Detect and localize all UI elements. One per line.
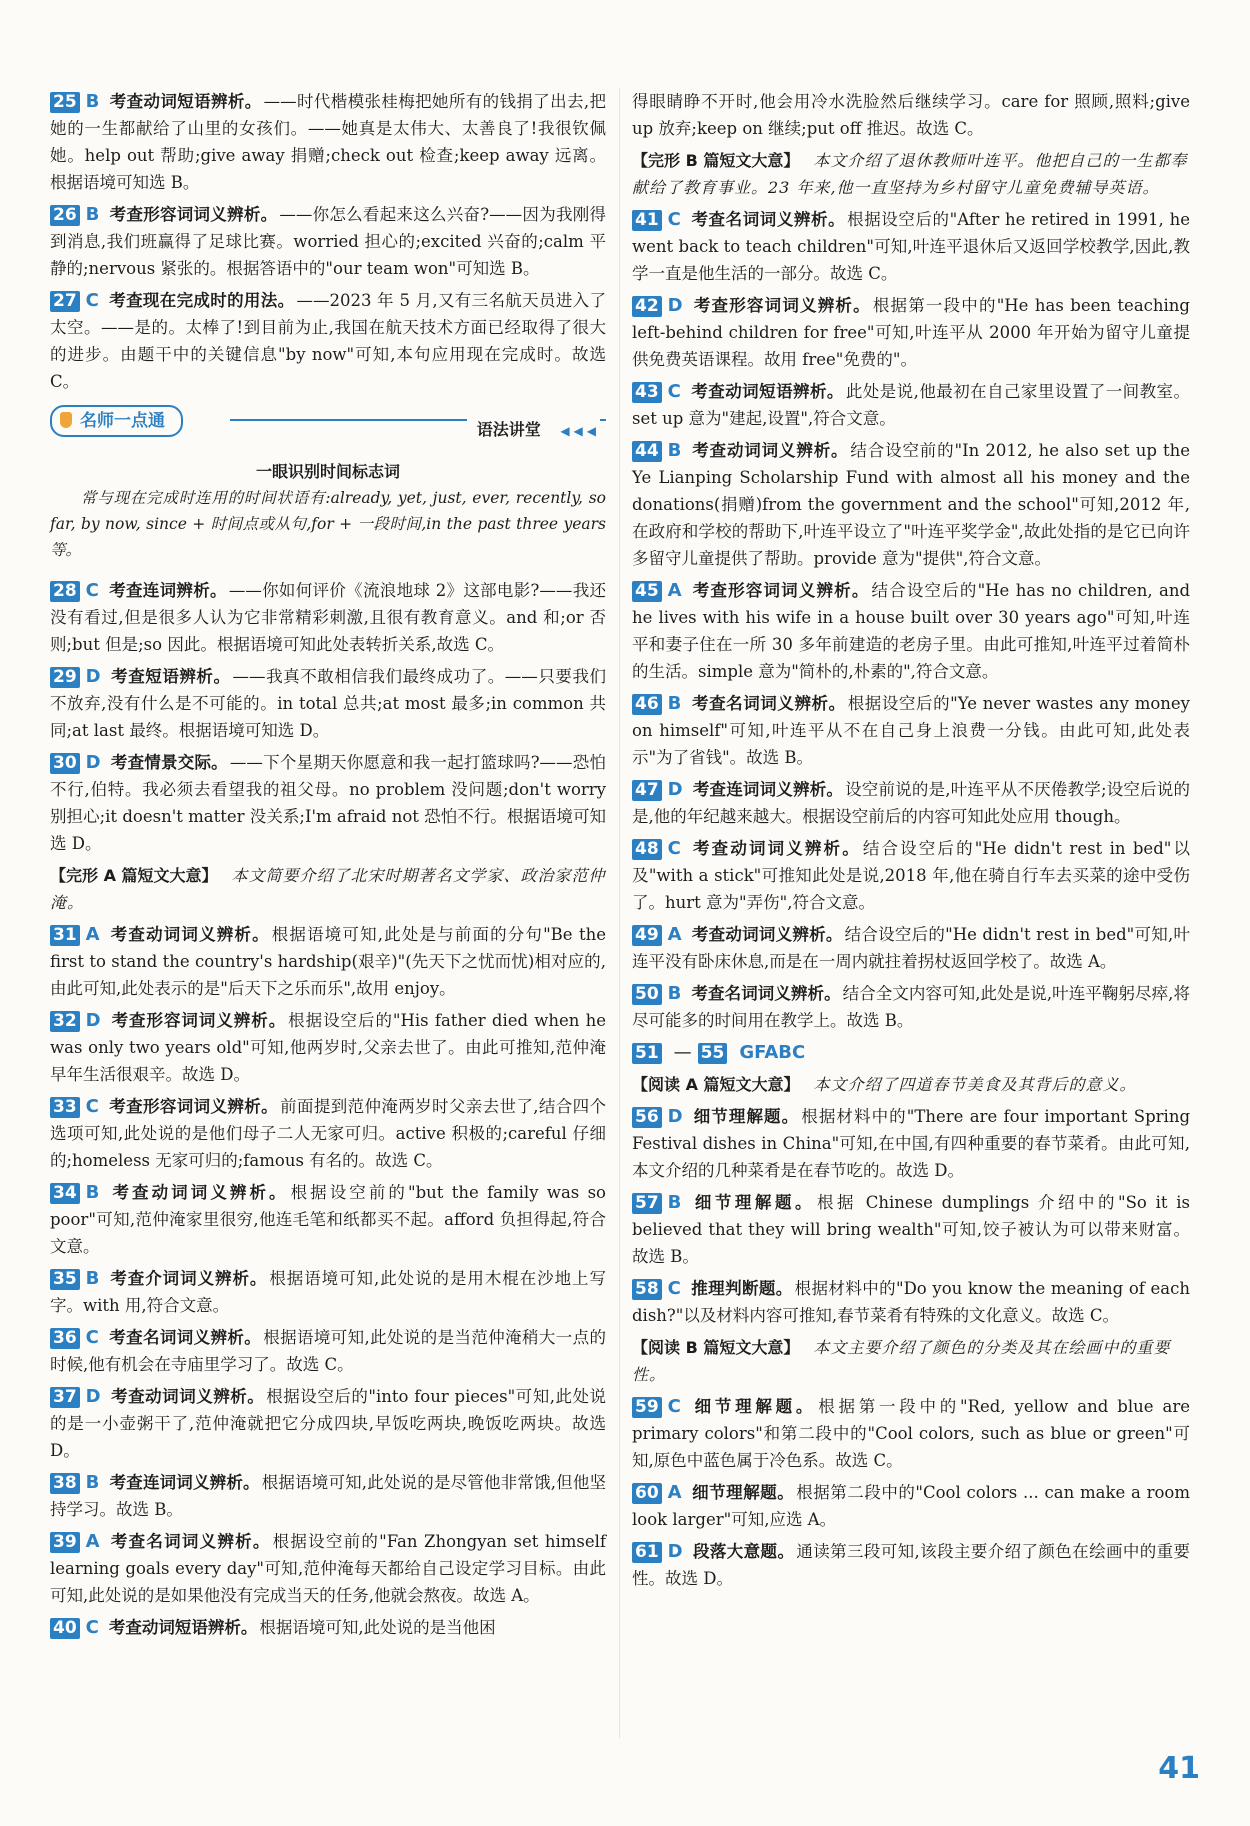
answer-letter: D bbox=[667, 779, 683, 800]
explanation-text: 此处是说,他最初在自己家里设置了一间教室。set up 意为"建起,设置",符合文意。 bbox=[632, 382, 1190, 428]
answer-item bbox=[50, 88, 606, 196]
answer-range-51-55 bbox=[632, 1039, 1190, 1066]
answer-item bbox=[632, 1538, 1190, 1592]
tip-badge bbox=[50, 405, 183, 437]
question-type: 段落大意题。 bbox=[692, 1542, 795, 1561]
arrow-left-icon: ◀◀◀ bbox=[560, 424, 600, 438]
question-number: 55 bbox=[698, 1043, 728, 1064]
question-number: 56 bbox=[632, 1107, 662, 1128]
question-number: 36 bbox=[50, 1328, 80, 1349]
question-type: 考查名词词义辨析。 bbox=[691, 694, 846, 713]
passage-summary bbox=[50, 862, 606, 916]
question-number: 46 bbox=[632, 694, 662, 715]
question-number: 58 bbox=[632, 1279, 662, 1300]
answer-letter: A bbox=[667, 924, 682, 945]
answer-item bbox=[632, 206, 1190, 287]
answer-letter: D bbox=[85, 1386, 101, 1407]
question-type: 细节理解题。 bbox=[691, 1193, 815, 1212]
answer-list bbox=[632, 1103, 1190, 1329]
question-type: 考查动词词义辨析。 bbox=[109, 1183, 289, 1202]
question-number: 59 bbox=[632, 1397, 662, 1418]
answer-item bbox=[632, 921, 1190, 975]
explanation-text: 根据材料中的"There are four important Spring Festival dishes in China"可知,在中国,有四种重要的春节菜肴。由此可知,本文介绍的几种菜肴是在春节吃的。故选 D。 bbox=[632, 1107, 1191, 1180]
question-type: 细节理解题。 bbox=[691, 1483, 795, 1502]
question-number: 37 bbox=[50, 1387, 80, 1408]
answer-item bbox=[50, 1093, 606, 1174]
answer-letter: D bbox=[85, 666, 101, 687]
explanation-text: ——下个星期天你愿意和我一起打篮球吗?——恐怕不行,伯特。我必须去看望我的祖父母。no problem 没问题;don't worry 别担心;it doesn't matter 没关系;I'm afraid not 恐怕不行。根据语境可知选 D。 bbox=[50, 753, 607, 853]
answer-list bbox=[632, 206, 1190, 1034]
passage-summary bbox=[632, 1334, 1190, 1388]
explanation-text: 根据设空后的"After he retired in 1991, he went back to teach children"可知,叶连平退休后又返回学校教学,因此,教学一直是他生活的一部分。故选 C。 bbox=[632, 210, 1191, 283]
answer-item bbox=[632, 1479, 1190, 1533]
tip-badge-label: 名师一点通 bbox=[80, 411, 165, 431]
explanation-text: 根据设空后的"into four pieces"可知,此处说的是一小壶粥干了,范仲淹就把它分成四块,早饭吃两块,晚饭吃两块。故选 D。 bbox=[50, 1387, 607, 1460]
continued-text: 得眼睛睁不开时,他会用冷水洗脸然后继续学习。care for 照顾,照料;give up 放弃;keep on 继续;put off 推迟。故选 C。 bbox=[632, 92, 1190, 138]
answer-item bbox=[50, 1007, 606, 1088]
summary-title: 【完形 A 篇短文大意】 bbox=[50, 866, 218, 885]
question-type: 考查动词词义辨析。 bbox=[691, 925, 843, 944]
answer-letter: B bbox=[667, 440, 682, 461]
answer-item bbox=[632, 1275, 1190, 1329]
question-number: 42 bbox=[632, 296, 662, 317]
question-number: 26 bbox=[50, 205, 80, 226]
answer-list bbox=[50, 921, 606, 1641]
answer-item bbox=[50, 1383, 606, 1464]
answer-letter: C bbox=[85, 1327, 99, 1348]
question-number: 29 bbox=[50, 667, 80, 688]
question-number: 28 bbox=[50, 581, 80, 602]
explanation-text: 设空前说的是,叶连平从不厌倦教学;设空后说的是,他的年纪越来越大。根据设空前后的内容可知此处应用 though。 bbox=[632, 780, 1191, 826]
answer-item bbox=[632, 776, 1190, 830]
answer-letter: D bbox=[667, 1541, 683, 1562]
question-type: 考查形容词词义辨析。 bbox=[692, 296, 871, 315]
question-number: 47 bbox=[632, 780, 662, 801]
summary-title: 【完形 B 篇短文大意】 bbox=[632, 151, 800, 170]
question-type: 考查形容词词义辨析。 bbox=[109, 205, 278, 224]
question-type: 考查动词词义辨析。 bbox=[690, 839, 861, 858]
answer-letter: A bbox=[85, 924, 100, 945]
answer-list bbox=[50, 88, 606, 395]
question-number: 34 bbox=[50, 1183, 80, 1204]
question-type: 细节理解题。 bbox=[690, 1397, 817, 1416]
answer-letter: C bbox=[85, 1617, 99, 1638]
question-type: 考查连词词义辨析。 bbox=[109, 1473, 260, 1492]
question-type: 考查名词词义辨析。 bbox=[108, 1328, 262, 1347]
question-number: 57 bbox=[632, 1193, 662, 1214]
question-type: 考查情景交际。 bbox=[110, 753, 228, 772]
explanation-text: 根据设空后的"Ye never wastes any money on himself"可知,叶连平从不在自己身上浪费一分钱。由此可知,此处表示"为了省钱"。故选 B。 bbox=[632, 694, 1190, 767]
explanation-text: 根据第一段中的"He has been teaching left-behind children for free"可知,叶连平从 2000 年开始为留守儿童提供免费英语课程。故用 free"免费的"。 bbox=[632, 296, 1190, 369]
answer-letter: B bbox=[85, 1472, 100, 1493]
answer-letter: B bbox=[85, 1268, 100, 1289]
explanation-text: 前面提到范仲淹两岁时父亲去世了,结合四个选项可知,此处说的是他们母子二人无家可归。active 积极的;careful 仔细的;homeless 无家可归的;famous 有名的。故选 C。 bbox=[50, 1097, 607, 1170]
explanation-text: 根据语境可知,此处说的是当范仲淹稍大一点的时候,他有机会在寺庙里学习了。故选 C。 bbox=[50, 1328, 607, 1374]
tip-body: 常与现在完成时连用的时间状语有:already, yet, just, ever, recently, so far, by now, since + 时间点或从句,for + 一段时间,in the past three years 等。 bbox=[50, 489, 606, 559]
question-number: 33 bbox=[50, 1097, 80, 1118]
summary-text: 本文介绍了四道春节美食及其背后的意义。 bbox=[813, 1075, 1137, 1094]
question-number: 27 bbox=[50, 291, 80, 312]
answer-letter: C bbox=[667, 838, 681, 859]
question-number: 38 bbox=[50, 1473, 80, 1494]
answer-letters: GFABC bbox=[739, 1042, 806, 1063]
answer-item bbox=[50, 1469, 606, 1523]
answer-item bbox=[50, 921, 606, 1002]
question-number: 35 bbox=[50, 1269, 80, 1290]
question-type: 考查形容词词义辨析。 bbox=[108, 1097, 279, 1116]
question-type: 考查名词词义辨析。 bbox=[690, 210, 846, 229]
summary-title: 【阅读 B 篇短文大意】 bbox=[632, 1338, 800, 1357]
answer-letter: D bbox=[667, 1106, 683, 1127]
answer-item bbox=[632, 690, 1190, 771]
question-number: 45 bbox=[632, 581, 662, 602]
answer-item bbox=[50, 287, 606, 395]
explanation-text: 根据材料中的"Do you know the meaning of each dish?"以及材料内容可推知,春节菜肴有特殊的文化意义。故选 C。 bbox=[632, 1279, 1190, 1325]
question-number: 40 bbox=[50, 1618, 80, 1639]
answer-letter: B bbox=[667, 983, 682, 1004]
explanation-text: 根据语境可知,此处说的是当他困 bbox=[259, 1618, 496, 1637]
answer-letter: C bbox=[85, 580, 99, 601]
answer-letter: D bbox=[85, 752, 101, 773]
question-type: 考查动词词义辨析。 bbox=[109, 925, 270, 944]
answer-item bbox=[50, 577, 606, 658]
answer-item bbox=[50, 1179, 606, 1260]
question-type: 考查形容词词义辨析。 bbox=[110, 1011, 287, 1030]
answer-letter: B bbox=[85, 1182, 100, 1203]
question-number: 51 bbox=[632, 1043, 662, 1064]
answer-item bbox=[632, 437, 1190, 572]
question-number: 43 bbox=[632, 382, 662, 403]
page-number: 41 bbox=[1158, 1751, 1200, 1786]
answer-item bbox=[50, 1528, 606, 1609]
question-type: 考查动词词义辨析。 bbox=[691, 441, 849, 460]
answer-item bbox=[50, 201, 606, 282]
column-divider bbox=[619, 88, 620, 1738]
answer-letter: D bbox=[85, 1010, 101, 1031]
answer-letter: C bbox=[667, 1278, 681, 1299]
question-number: 39 bbox=[50, 1532, 80, 1553]
explanation-text: ——你怎么看起来这么兴奋?——因为我刚得到消息,我们班赢得了足球比赛。worried 担心的;excited 兴奋的;calm 平静的;nervous 紧张的。根据答语中的"our team won"可知选 B。 bbox=[50, 205, 606, 278]
explanation-text: 结合设空后的"He didn't rest in bed"以及"with a stick"可推知此处是说,2018 年,他在骑自行车去买菜的途中受伤了。hurt 意为"弄伤",符合文意。 bbox=[632, 839, 1190, 912]
question-type: 考查介词词义辨析。 bbox=[109, 1269, 268, 1288]
explanation-text: 通读第三段可知,该段主要介绍了颜色在绘画中的重要性。故选 D。 bbox=[632, 1542, 1191, 1588]
question-type: 考查现在完成时的用法。 bbox=[108, 291, 295, 310]
question-number: 49 bbox=[632, 925, 662, 946]
explanation-text: 结合设空前的"In 2012, he also set up the Ye Lianping Scholarship Fund with almost all his money and the donations(捐赠)from the government and the school"可知,2012 年,在政府和学校的帮助下,叶连平设立了"叶连平奖学金",故此处指的是它已向许多留守儿童提供了帮助。provide 意为"提供",符合文意。 bbox=[632, 441, 1191, 568]
question-number: 48 bbox=[632, 839, 662, 860]
answer-item bbox=[632, 378, 1190, 432]
answer-letter: B bbox=[667, 693, 682, 714]
right-column bbox=[632, 88, 1190, 1597]
question-type: 考查动词词义辨析。 bbox=[110, 1387, 265, 1406]
explanation-text: 结合全文内容可知,此处是说,叶连平鞠躬尽瘁,将尽可能多的时间用在教学上。故选 B。 bbox=[632, 984, 1190, 1030]
answer-letter: B bbox=[85, 91, 100, 112]
question-number: 60 bbox=[632, 1483, 662, 1504]
question-number: 25 bbox=[50, 92, 80, 113]
answer-letter: A bbox=[667, 1482, 682, 1503]
answer-letter: B bbox=[667, 1192, 682, 1213]
answer-list bbox=[50, 577, 606, 857]
summary-text: 本文简要介绍了北宋时期著名文学家、政治家范仲淹。 bbox=[50, 866, 606, 912]
question-type: 推理判断题。 bbox=[690, 1279, 793, 1298]
question-number: 31 bbox=[50, 925, 80, 946]
explanation-text: ——你如何评价《流浪地球 2》这部电影?——我还没有看过,但是很多人认为它非常精彩刺激,且很有教育意义。and 和;or 否则;but 但是;so 因此。根据语境可知此处表转折关系,故选 C。 bbox=[50, 581, 606, 654]
question-type: 考查名词词义辨析。 bbox=[691, 984, 841, 1003]
explanation-text: 结合设空后的"He didn't rest in bed"可知,叶连平没有卧床休息,而是在一周内就拄着拐杖返回学校了。故选 A。 bbox=[632, 925, 1191, 971]
tip-right-label: 语法讲堂 bbox=[476, 420, 541, 439]
explanation-text: 根据设空前的"but the family was so poor"可知,范仲淹家里很穷,他连毛笔和纸都买不起。afford 负担得起,符合文意。 bbox=[50, 1183, 606, 1256]
question-number: 50 bbox=[632, 984, 662, 1005]
summary-title: 【阅读 A 篇短文大意】 bbox=[632, 1075, 800, 1094]
range-dash: — bbox=[673, 1042, 692, 1063]
answer-letter: C bbox=[667, 381, 681, 402]
answer-letter: A bbox=[667, 580, 682, 601]
question-type: 考查短语辨析。 bbox=[110, 667, 231, 686]
summary-text: 本文介绍了退休教师叶连平。他把自己的一生都奉献给了教育事业。23 年来,他一直坚持为乡村留守儿童免费辅导英语。 bbox=[632, 151, 1188, 197]
answer-item bbox=[50, 663, 606, 744]
answer-letter: C bbox=[667, 209, 681, 230]
pen-icon bbox=[60, 412, 72, 428]
answer-item bbox=[50, 1324, 606, 1378]
question-type: 考查形容词词义辨析。 bbox=[691, 581, 870, 600]
question-type: 考查名词词义辨析。 bbox=[109, 1532, 271, 1551]
answer-letter: C bbox=[85, 290, 99, 311]
tip-title: 一眼识别时间标志词 bbox=[255, 462, 400, 481]
explanation-text: 根据第二段中的"Cool colors ... can make a room look larger"可知,应选 A。 bbox=[632, 1483, 1190, 1529]
passage-summary bbox=[632, 147, 1190, 201]
answer-letter: C bbox=[85, 1096, 99, 1117]
answer-list bbox=[632, 1393, 1190, 1592]
answer-letter: D bbox=[667, 295, 683, 316]
answer-item bbox=[50, 749, 606, 857]
answer-item bbox=[50, 1614, 606, 1641]
answer-item bbox=[632, 1189, 1190, 1270]
explanation-text: ——时代楷模张桂梅把她所有的钱捐了出去,把她的一生都献给了山里的女孩们。——她真是太伟大、太善良了!我很钦佩她。help out 帮助;give away 捐赠;check out 检查;keep away 远离。根据语境可知选 B。 bbox=[50, 92, 607, 192]
answer-item bbox=[632, 980, 1190, 1034]
explanation-text: 根据 Chinese dumplings 介绍中的"So it is believed that they will bring wealth"可知,饺子被认为可以带来财富。故选 B。 bbox=[632, 1193, 1191, 1266]
question-number: 41 bbox=[632, 210, 662, 231]
explanation-text: 根据设空后的"His father died when he was only two years old"可知,他两岁时,父亲去世了。由此可推知,范仲淹早年生活很艰辛。故选 D。 bbox=[50, 1011, 607, 1084]
question-type: 细节理解题。 bbox=[692, 1107, 800, 1126]
answer-letter: A bbox=[85, 1531, 100, 1552]
question-type: 考查连词词义辨析。 bbox=[692, 780, 844, 799]
answer-letter: B bbox=[85, 204, 100, 225]
explanation-text: 根据设空前的"Fan Zhongyan set himself learning goals every day"可知,范仲淹每天都给自己设定学习目标。由此可知,此处说的是如果他没有完成当天的任务,他就会熬夜。故选 A。 bbox=[50, 1532, 606, 1605]
explanation-text: 根据第一段中的"Red, yellow and blue are primary colors"和第二段中的"Cool colors, such as blue or green"可知,原色中蓝色属于冷色系。故选 C。 bbox=[632, 1397, 1191, 1470]
answer-item bbox=[632, 292, 1190, 373]
teacher-tip-box bbox=[50, 405, 606, 563]
question-type: 考查动词短语辨析。 bbox=[109, 92, 262, 111]
tip-section-label bbox=[467, 417, 600, 440]
explanation-text: ——2023 年 5 月,又有三名航天员进入了太空。——是的。太棒了!到目前为止,我国在航天技术方面已经取得了很大的进步。由题干中的关键信息"by now"可知,本句应用现在完成时。故选 C。 bbox=[50, 291, 606, 391]
passage-summary bbox=[632, 1071, 1190, 1098]
question-number: 30 bbox=[50, 753, 80, 774]
summary-text: 本文主要介绍了颜色的分类及其在绘画中的重要性。 bbox=[632, 1338, 1171, 1384]
question-number: 32 bbox=[50, 1011, 80, 1032]
explanation-text: 根据语境可知,此处是与前面的分句"Be the first to stand the country's hardship(艰辛)"(先天下之忧而忧)相对应的,由此可知,此处表示的是"后天下之乐而乐",故用 enjoy。 bbox=[50, 925, 607, 998]
question-type: 考查连词辨析。 bbox=[108, 581, 227, 600]
question-type: 考查动词短语辨析。 bbox=[108, 1618, 258, 1637]
explanation-text: ——我真不敢相信我们最终成功了。——只要我们不放弃,没有什么是不可能的。in total 总共;at most 最多;in common 共同;at last 最终。根据语境可知选 D。 bbox=[50, 667, 607, 740]
answer-item bbox=[632, 1103, 1190, 1184]
question-type: 考查动词短语辨析。 bbox=[690, 382, 844, 401]
answer-item bbox=[632, 835, 1190, 916]
answer-item bbox=[50, 1265, 606, 1319]
question-number: 61 bbox=[632, 1542, 662, 1563]
left-column bbox=[50, 88, 606, 1646]
answer-item bbox=[632, 577, 1190, 685]
explanation-text: 结合设空后的"He has no children, and he lives with his wife in a house built over 30 years ago"可知,叶连平和妻子住在一所 30 多年前建造的老房子里。由此可推知,叶连平过着简朴的生活。simple 意为"简朴的,朴素的",符合文意。 bbox=[632, 581, 1191, 681]
explanation-text: 根据语境可知,此处说的是尽管他非常饿,但他坚持学习。故选 B。 bbox=[50, 1473, 606, 1519]
answer-letter: C bbox=[667, 1396, 681, 1417]
explanation-text: 根据语境可知,此处说的是用木棍在沙地上写字。with 用,符合文意。 bbox=[50, 1269, 607, 1315]
answer-item bbox=[632, 1393, 1190, 1474]
question-number: 44 bbox=[632, 441, 662, 462]
